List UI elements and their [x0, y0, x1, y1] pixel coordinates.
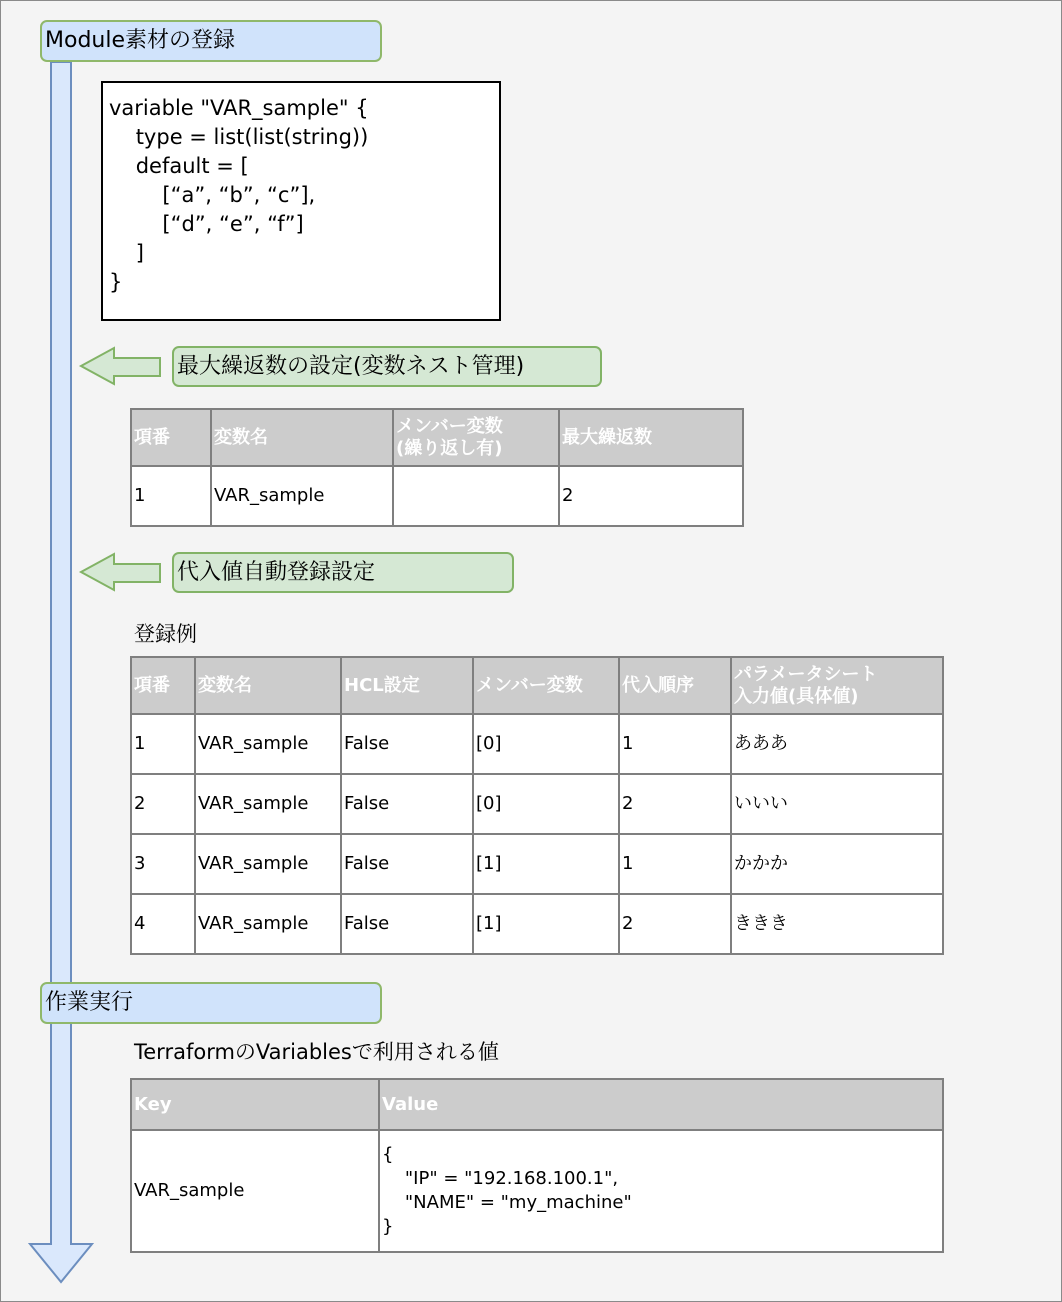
- code-line: ]: [109, 241, 144, 265]
- table-cell: いいい: [731, 774, 943, 834]
- table-cell: [1]: [473, 894, 619, 954]
- header-cell: 項番: [131, 409, 211, 466]
- header-cell: HCL設定: [341, 657, 473, 714]
- code-line: [“a”, “b”, “c”],: [109, 183, 316, 207]
- terraform-variables-table: [130, 1078, 944, 1253]
- section-job-execution-label: 作業実行: [45, 990, 134, 1015]
- header-cell: 項番: [131, 657, 195, 714]
- table-cell: あああ: [731, 714, 943, 774]
- table-row: [131, 466, 743, 526]
- table-cell: VAR_sample: [131, 1130, 379, 1252]
- header-cell: パラメータシート 入力値(具体値): [731, 657, 943, 714]
- table-cell: [393, 466, 559, 526]
- registration-example-caption: 登録例: [134, 622, 197, 646]
- section-max-repeat-setting-label: 最大繰返数の設定(変数ネスト管理): [177, 353, 525, 379]
- table-cell: 2: [619, 774, 731, 834]
- table-cell: 4: [131, 894, 195, 954]
- left-arrow-icon: [76, 345, 166, 389]
- header-cell: 変数名: [195, 657, 341, 714]
- header-cell: Value: [379, 1079, 943, 1130]
- table-header-row: [131, 1079, 943, 1130]
- terraform-variables-caption: TerraformのVariablesで利用される値: [134, 1040, 499, 1064]
- section-auto-registration-setting: [172, 552, 514, 593]
- table-cell: 1: [619, 714, 731, 774]
- table-cell: { "IP" = "192.168.100.1", "NAME" = "my_machine" }: [379, 1130, 943, 1252]
- header-cell: 代入順序: [619, 657, 731, 714]
- table-cell: 3: [131, 834, 195, 894]
- header-cell: 最大繰返数: [559, 409, 743, 466]
- left-arrow-icon: [76, 551, 166, 595]
- code-line: }: [109, 270, 123, 294]
- table-cell: 2: [559, 466, 743, 526]
- table-cell: [0]: [473, 774, 619, 834]
- max-repeat-table: [130, 408, 744, 527]
- table-cell: [0]: [473, 714, 619, 774]
- table-cell: 1: [619, 834, 731, 894]
- section-module-registration: [40, 20, 382, 62]
- table-cell: False: [341, 834, 473, 894]
- section-auto-registration-setting-label: 代入値自動登録設定: [177, 559, 376, 585]
- table-cell: VAR_sample: [195, 834, 341, 894]
- section-module-registration-label: Module素材の登録: [45, 28, 235, 53]
- table-cell: VAR_sample: [195, 894, 341, 954]
- table-header-row: [131, 657, 943, 714]
- code-line: type = list(list(string)): [109, 125, 369, 149]
- code-line: [“d”, “e”, “f”]: [109, 212, 304, 236]
- table-cell: 1: [131, 466, 211, 526]
- header-cell: メンバー変数: [473, 657, 619, 714]
- table-cell: 1: [131, 714, 195, 774]
- table-cell: VAR_sample: [195, 714, 341, 774]
- table-cell: かかか: [731, 834, 943, 894]
- code-block: [101, 81, 501, 321]
- table-cell: ききき: [731, 894, 943, 954]
- section-job-execution: [40, 982, 382, 1024]
- table-row: [131, 774, 943, 834]
- table-cell: 2: [619, 894, 731, 954]
- registration-example-table: [130, 656, 944, 955]
- table-cell: False: [341, 774, 473, 834]
- header-cell: メンバー変数 (繰り返し有): [393, 409, 559, 466]
- header-cell: 変数名: [211, 409, 393, 466]
- code-line: default = [: [109, 154, 249, 178]
- table-header-row: [131, 409, 743, 466]
- table-cell: VAR_sample: [195, 774, 341, 834]
- table-row: [131, 834, 943, 894]
- section-max-repeat-setting: [172, 346, 602, 387]
- header-cell: Key: [131, 1079, 379, 1130]
- table-cell: False: [341, 714, 473, 774]
- table-cell: 2: [131, 774, 195, 834]
- table-row: [131, 894, 943, 954]
- code-line: variable "VAR_sample" {: [109, 96, 369, 120]
- table-cell: False: [341, 894, 473, 954]
- table-cell: [1]: [473, 834, 619, 894]
- table-row: [131, 714, 943, 774]
- table-row: [131, 1130, 943, 1252]
- table-cell: VAR_sample: [211, 466, 393, 526]
